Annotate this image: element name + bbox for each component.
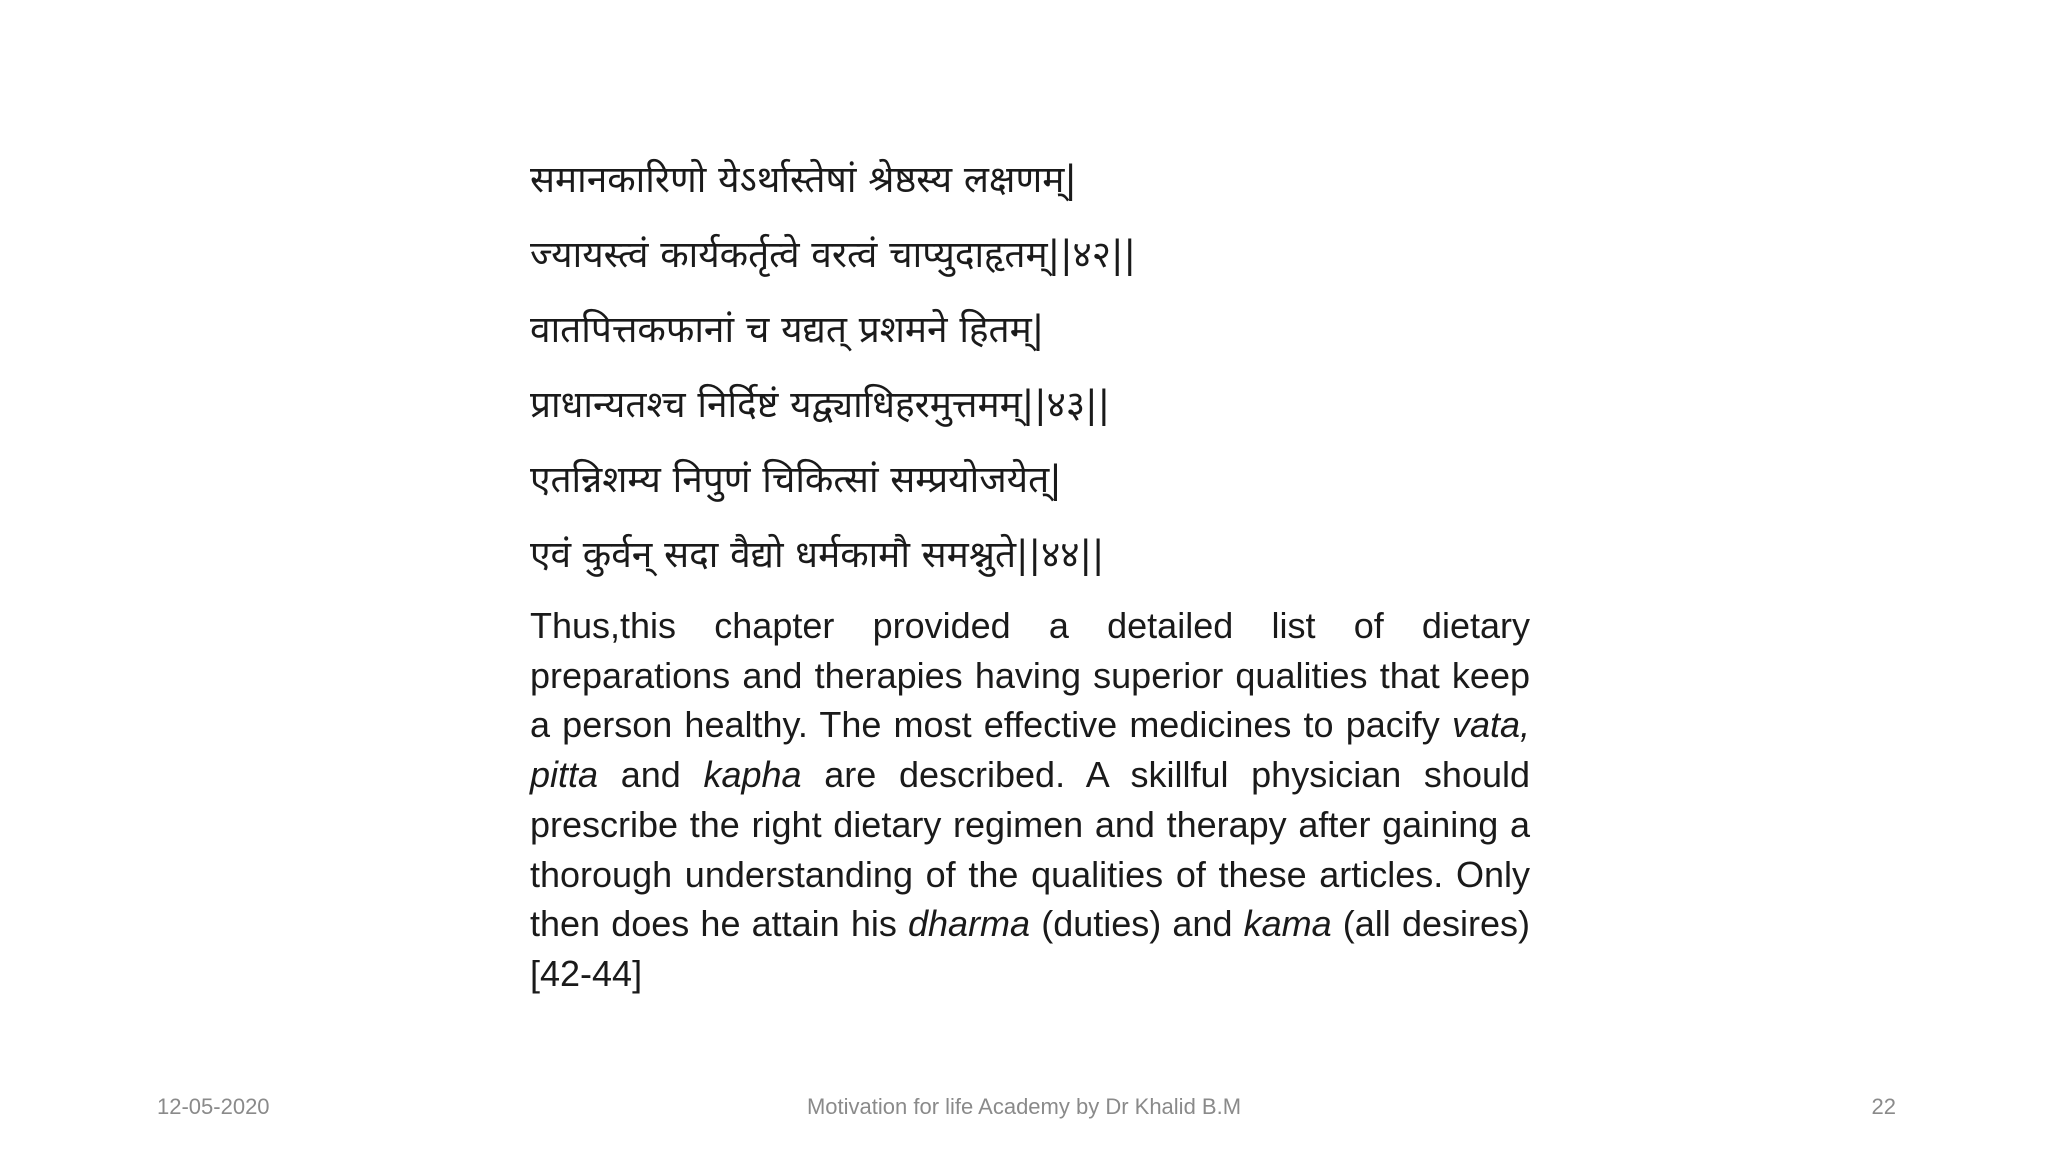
term-kama: kama	[1243, 903, 1332, 945]
term-pitta: pitta	[530, 754, 599, 796]
term-dharma: dharma	[908, 903, 1031, 945]
verse-line: एतन्निशम्य निपुणं चिकित्सां सम्प्रयोजयेत्|	[530, 458, 1062, 501]
term-vata: vata,	[1451, 704, 1530, 746]
verse-line: प्राधान्यतश्च निर्दिष्टं यद्व्याधिहरमुत्तमम्||४३||	[530, 383, 1111, 426]
slide-number: 22	[1871, 1094, 1896, 1119]
verse-line: वातपित्तकफानां च यद्यत् प्रशमने हितम्|	[530, 308, 1045, 351]
paragraph-text: Thus,this chapter provided a detailed list of dietary preparations and therapies having superior qualities that keep a person healthy. The most effective medicines to pacify	[530, 605, 1530, 746]
sanskrit-verses	[530, 142, 1530, 592]
verse-line: समानकारिणो येऽर्थास्तेषां श्रेष्ठस्य लक्षणम्|	[530, 158, 1077, 201]
verse-line: ज्यायस्त्वं कार्यकर्तृत्वे वरत्वं चाप्युदाहृतम्||४२||	[530, 233, 1136, 276]
paragraph-text: (all desires) [42-44]	[530, 903, 1530, 994]
paragraph-text: and	[598, 754, 704, 796]
paragraph-text: are described. A skillful physician should prescribe the right dietary regimen and therapy after gaining a thorough understanding of the qualities of these articles. Only then does he attain his	[530, 754, 1531, 945]
footer-title: Motivation for life Academy by Dr Khalid B.M	[806, 1094, 1242, 1119]
footer-date: 12-05-2020	[157, 1094, 270, 1119]
paragraph-text: (duties) and	[1030, 903, 1244, 945]
verse-line: एवं कुर्वन् सदा वैद्यो धर्मकामौ समश्नुते||४४||	[530, 533, 1105, 576]
term-kapha: kapha	[703, 754, 802, 796]
translation-paragraph	[530, 601, 1530, 999]
